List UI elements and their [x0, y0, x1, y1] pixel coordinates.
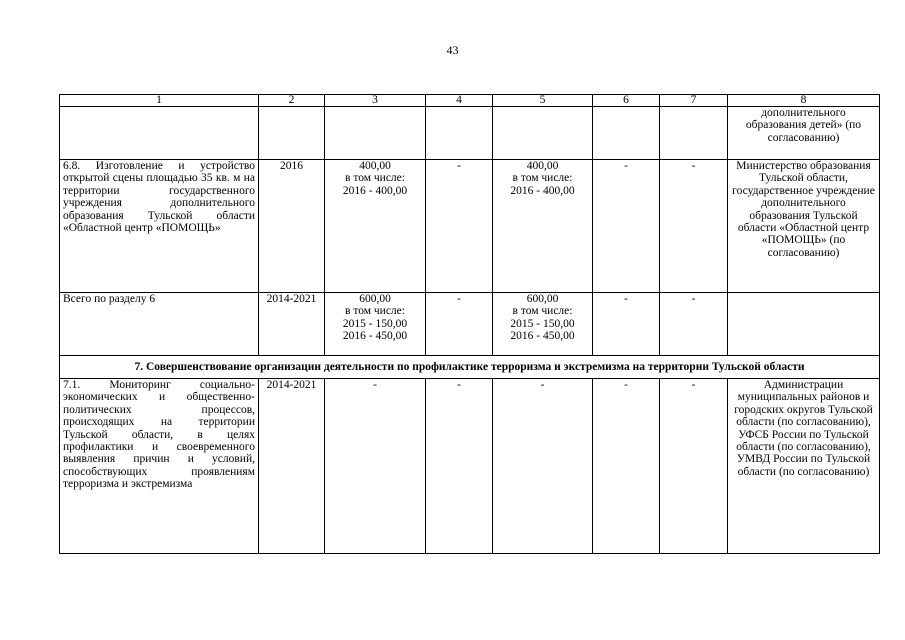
table-row	[60, 293, 880, 356]
amount-year: 2016 - 400,00	[342, 184, 408, 197]
cell-total	[325, 160, 426, 293]
cell-total	[325, 293, 426, 356]
amount-total: 600,00	[359, 293, 391, 305]
cell-federal: -	[426, 379, 493, 554]
cell-measure: Всего по разделу 6	[60, 293, 259, 356]
header-cell: 7	[660, 95, 728, 107]
cell-regional	[493, 160, 593, 293]
amount-year: 2016 - 450,00	[510, 330, 575, 343]
header-cell: 5	[493, 95, 593, 107]
cell-regional	[493, 107, 593, 160]
cell-responsible: дополнительного образования детей» (по согласованию)	[728, 107, 880, 160]
cell-regional: -	[493, 379, 593, 554]
cell-years: 2016	[259, 160, 325, 293]
header-cell: 4	[426, 95, 493, 107]
cell-responsible	[728, 293, 880, 356]
cell-responsible: Администрации муниципальных районов и городских округов Тульской области (по согласованию), УФСБ России по Тульской области (по согласованию), УМВД России по Тульской области (по согласованию)	[728, 379, 880, 554]
cell-federal	[426, 107, 493, 160]
cell-other: -	[660, 293, 728, 356]
header-cell: 3	[325, 95, 426, 107]
cell-federal: -	[426, 160, 493, 293]
amount-label: в том числе:	[512, 305, 573, 318]
amount-label: в том числе:	[512, 172, 573, 185]
cell-measure	[60, 107, 259, 160]
amount-label: в том числе:	[345, 305, 405, 318]
table-row	[60, 107, 880, 160]
cell-other	[660, 107, 728, 160]
amount-total: 400,00	[526, 160, 559, 172]
amount-total: 600,00	[526, 293, 559, 305]
cell-total	[325, 107, 426, 160]
header-cell: 8	[728, 95, 880, 107]
amount-year: 2016 - 450,00	[342, 330, 408, 343]
cell-responsible: Министерство образования Тульской области, государственное учреждение дополнительного образования Тульской области «Областной центр «ПОМОЩЬ» (по согласованию)	[728, 160, 880, 293]
cell-local: -	[593, 293, 660, 356]
program-table	[59, 94, 880, 554]
section-title: 7. Совершенствование организации деятельности по профилактике терроризма и экстремизма на территории Тульской области	[60, 356, 880, 379]
cell-other: -	[660, 379, 728, 554]
table-header-row	[60, 95, 880, 107]
cell-measure: 6.8. Изготовление и устройство открытой сцены площадью 35 кв. м на территории государственного учреждения дополнительного образования Тульской области «Областной центр «ПОМОЩЬ»	[60, 160, 259, 293]
amount-label: в том числе:	[345, 172, 405, 185]
table-row	[60, 379, 880, 554]
cell-years: 2014-2021	[259, 293, 325, 356]
section-row	[60, 356, 880, 379]
cell-measure: 7.1. Мониторинг социально-экономических и общественно-политических процессов, происходящих на территории Тульской области, в целях профилактики и своевременного выявления причин и условий, способствующих проявлениям терроризма и экстремизма	[60, 379, 259, 554]
cell-local: -	[593, 379, 660, 554]
cell-federal: -	[426, 293, 493, 356]
cell-local	[593, 107, 660, 160]
cell-regional	[493, 293, 593, 356]
cell-total: -	[325, 379, 426, 554]
cell-years	[259, 107, 325, 160]
amount-total: 400,00	[359, 160, 391, 172]
header-cell: 6	[593, 95, 660, 107]
cell-local: -	[593, 160, 660, 293]
cell-other: -	[660, 160, 728, 293]
header-cell: 2	[259, 95, 325, 107]
cell-years: 2014-2021	[259, 379, 325, 554]
header-cell: 1	[60, 95, 259, 107]
amount-year: 2016 - 400,00	[510, 184, 575, 197]
page-number: 43	[446, 43, 459, 57]
table-row	[60, 160, 880, 293]
amount-year: 2015 - 150,00	[510, 317, 575, 330]
amount-year: 2015 - 150,00	[342, 317, 408, 330]
